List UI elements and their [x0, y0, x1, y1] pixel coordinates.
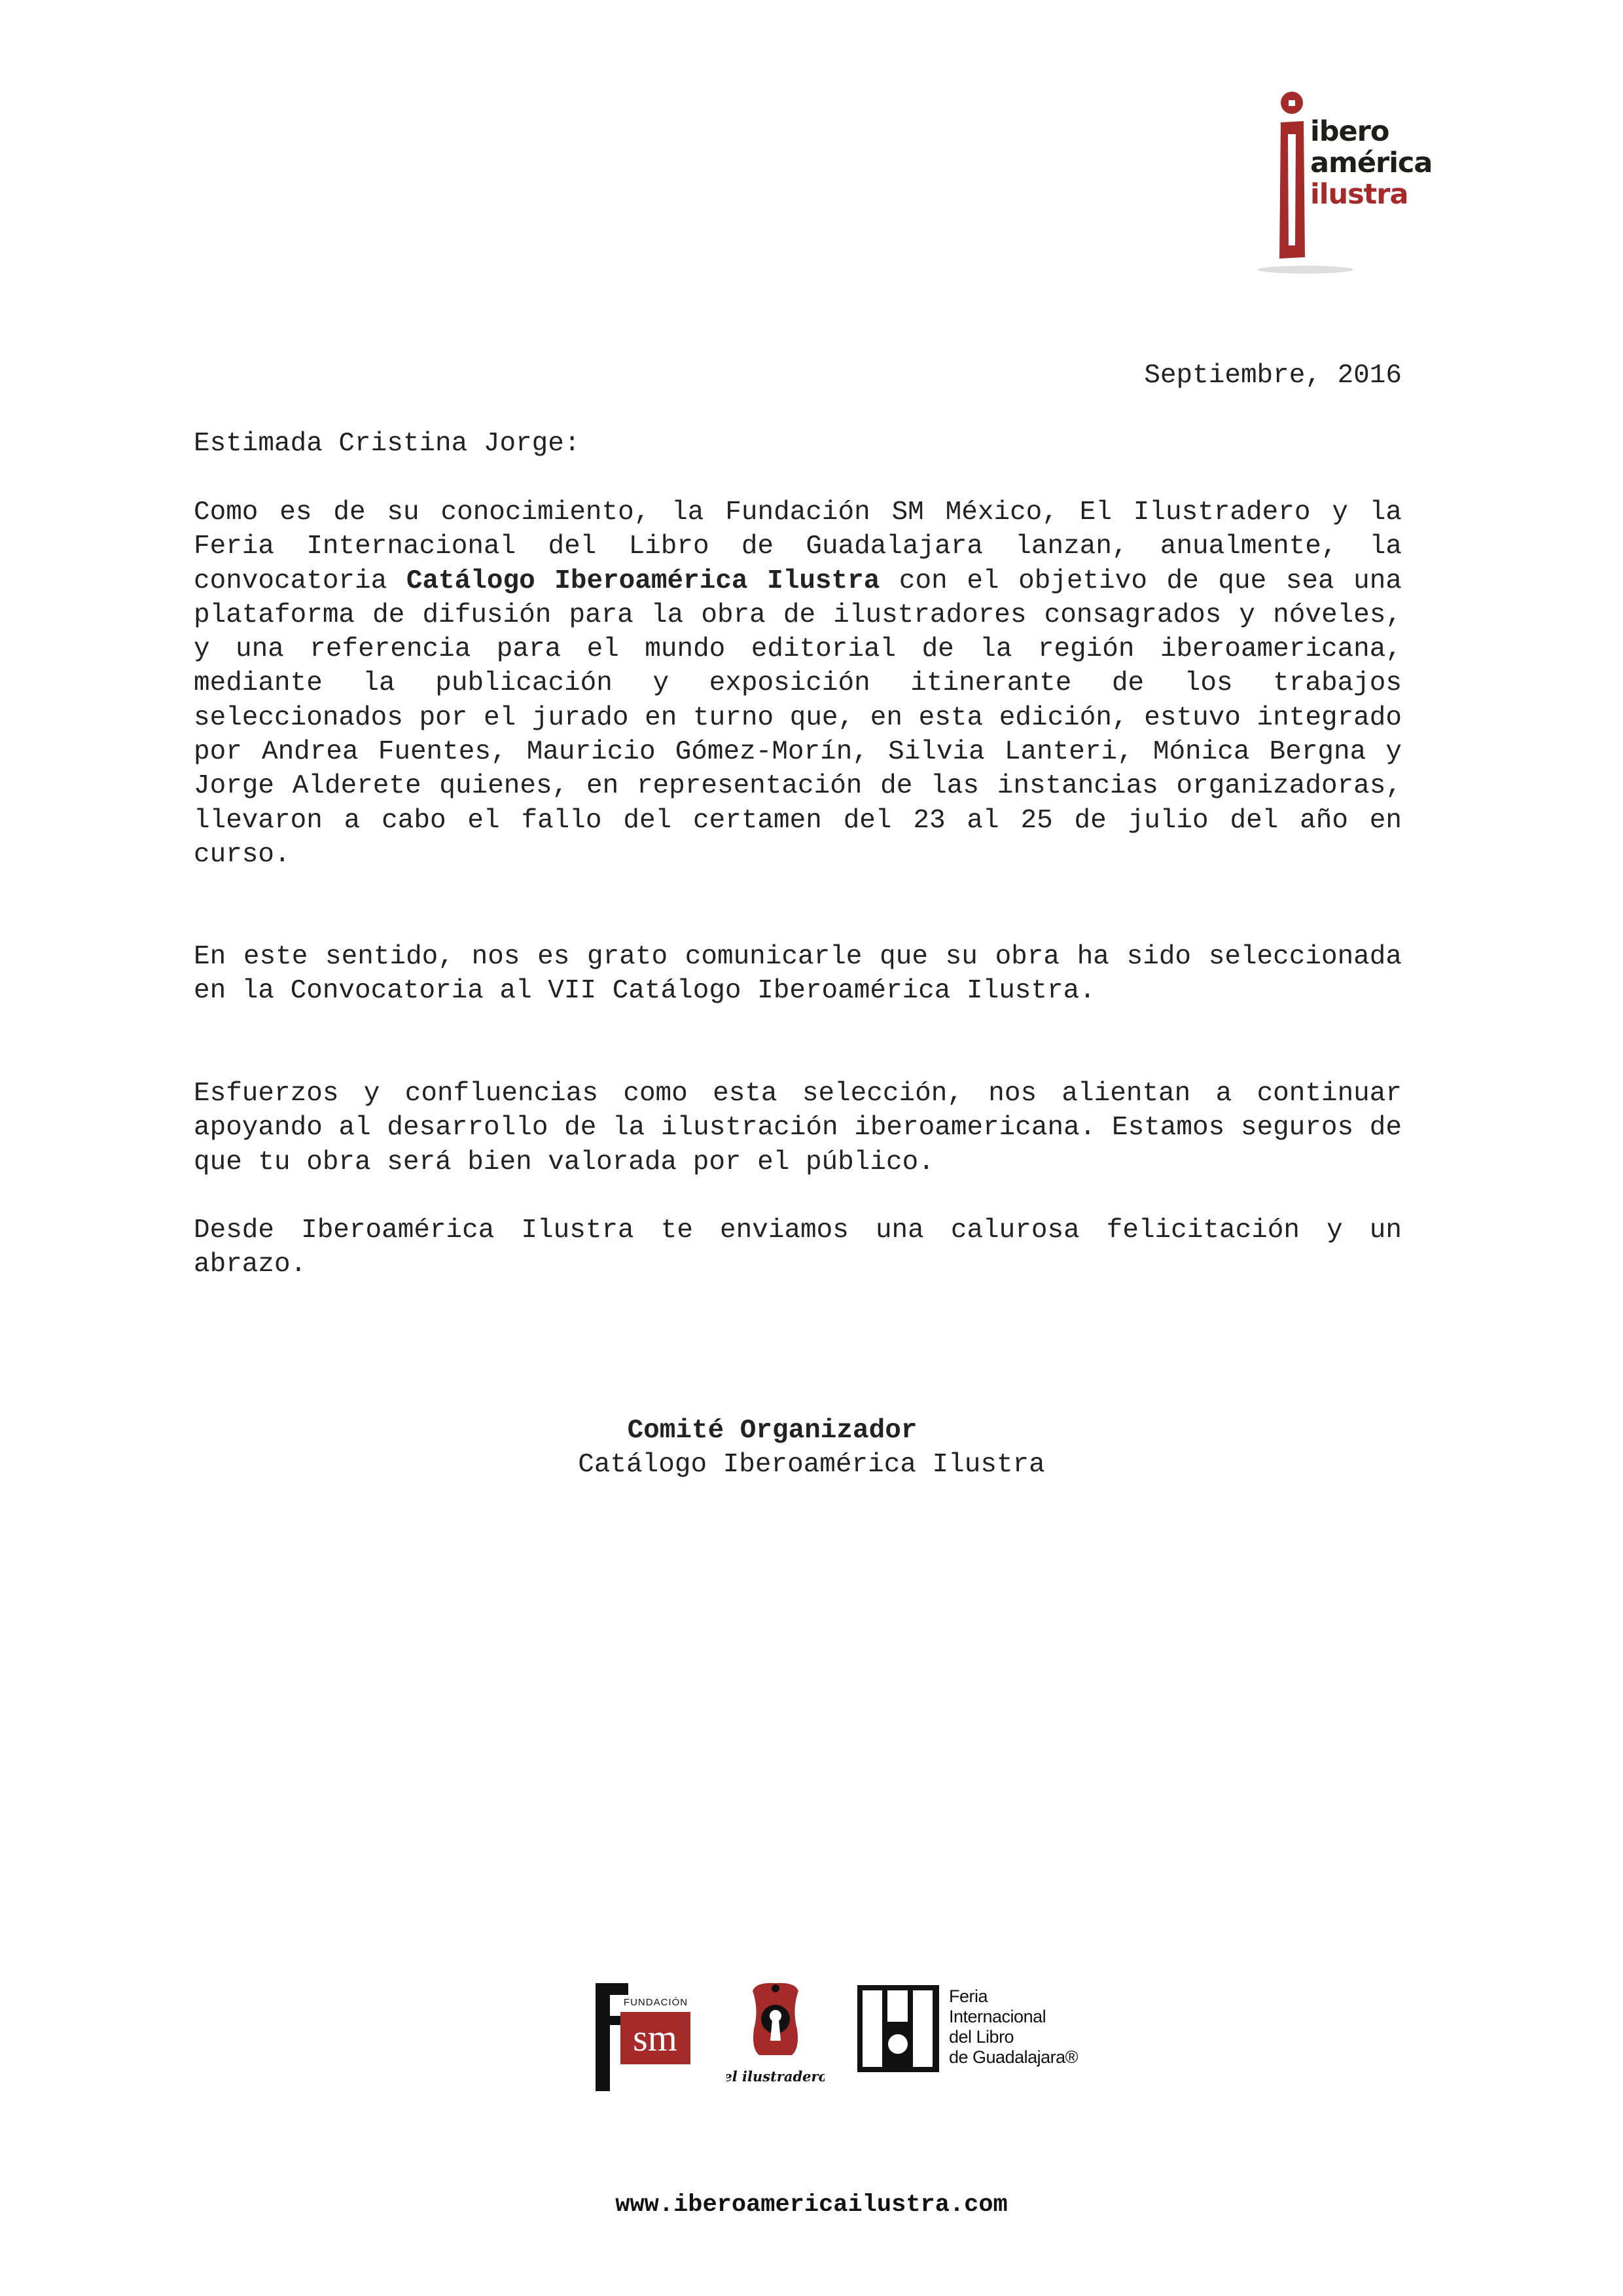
website-url[interactable]: www.iberoamericailustra.com	[615, 2191, 1008, 2219]
iberoamerica-ilustra-logo	[1257, 88, 1472, 285]
logo-word-america: américa	[1310, 147, 1433, 179]
ilustradero-label: el ilustradero	[726, 2068, 825, 2085]
fil-line-4: de Guadalajara®	[949, 2047, 1079, 2067]
logo-word-ibero: ibero	[1310, 115, 1389, 148]
fil-text	[949, 1986, 1078, 2068]
p1-text-before: Como es de su conocimiento, la Fundación SM México, El Ilustradero y la Feria Internacional del Libro de Guadalajara lanzan, anualmente, la convocatoria	[194, 497, 1402, 596]
letter-paragraph-2: En este sentido, nos es grato comunicarle que su obra ha sido seleccionada en la Convocatoria al VII Catálogo Iberoamérica Ilustra.	[194, 942, 1402, 1007]
fil-line-1: Feria	[949, 1986, 988, 2006]
signature-title: Comité Organizador	[627, 1416, 918, 1446]
signature-organization: Catálogo Iberoamérica Ilustra	[578, 1450, 1045, 1480]
el-ilustradero-logo	[726, 1977, 825, 2094]
fsm-logo-icon	[596, 1983, 690, 2091]
ilustradero-keyhole-icon	[726, 1977, 825, 2094]
fil-line-3: del Libro	[949, 2027, 1014, 2047]
p1-text-after: con el objetivo de que sea una plataforma de difusión para la obra de ilustradores consagrados y nóveles, y una referencia para el mundo editorial de la región iberoamericana, mediante la publicación y exposición itinerante de los trabajos seleccionados por el jurado en turno que, en esta edición, estuvo integrado por Andrea Fuentes, Mauricio Gómez-Morín, Silvia Lanteri, Mónica Bergna y Jorge Alderete quienes, en representación de las instancias organizadoras, llevaron a cabo el fallo del certamen del 23 al 25 de julio del año en curso.	[194, 565, 1402, 870]
fsm-letters: sm	[633, 2017, 677, 2059]
letter-greeting: Estimada Cristina Jorge:	[194, 429, 580, 459]
logo-i-mark-icon	[1277, 88, 1306, 260]
fil-guadalajara-logo	[857, 1985, 1080, 2073]
letter-paragraph-4: Desde Iberoamérica Ilustra te enviamos una calurosa felicitación y un abrazo.	[194, 1215, 1402, 1280]
fsm-label: FUNDACIÓN	[623, 1997, 688, 2008]
letter-paragraph-1	[194, 495, 1402, 872]
logo-word-ilustra: ilustra	[1310, 178, 1408, 211]
fil-line-2: Internacional	[949, 2007, 1046, 2026]
fundacion-sm-logo	[596, 1983, 690, 2091]
logo-wordmark	[1310, 116, 1432, 210]
logo-shadow	[1257, 265, 1355, 274]
letter-date: Septiembre, 2016	[1144, 361, 1402, 391]
p1-bold-title: Catálogo Iberoamérica Ilustra	[406, 565, 880, 596]
letter-paragraph-3: Esfuerzos y confluencias como esta selección, nos alientan a continuar apoyando al desarrollo de la ilustración iberoamericana. Estamos seguros de que tu obra será bien valorada por el público.	[194, 1079, 1402, 1177]
fil-box-icon	[857, 1985, 939, 2072]
